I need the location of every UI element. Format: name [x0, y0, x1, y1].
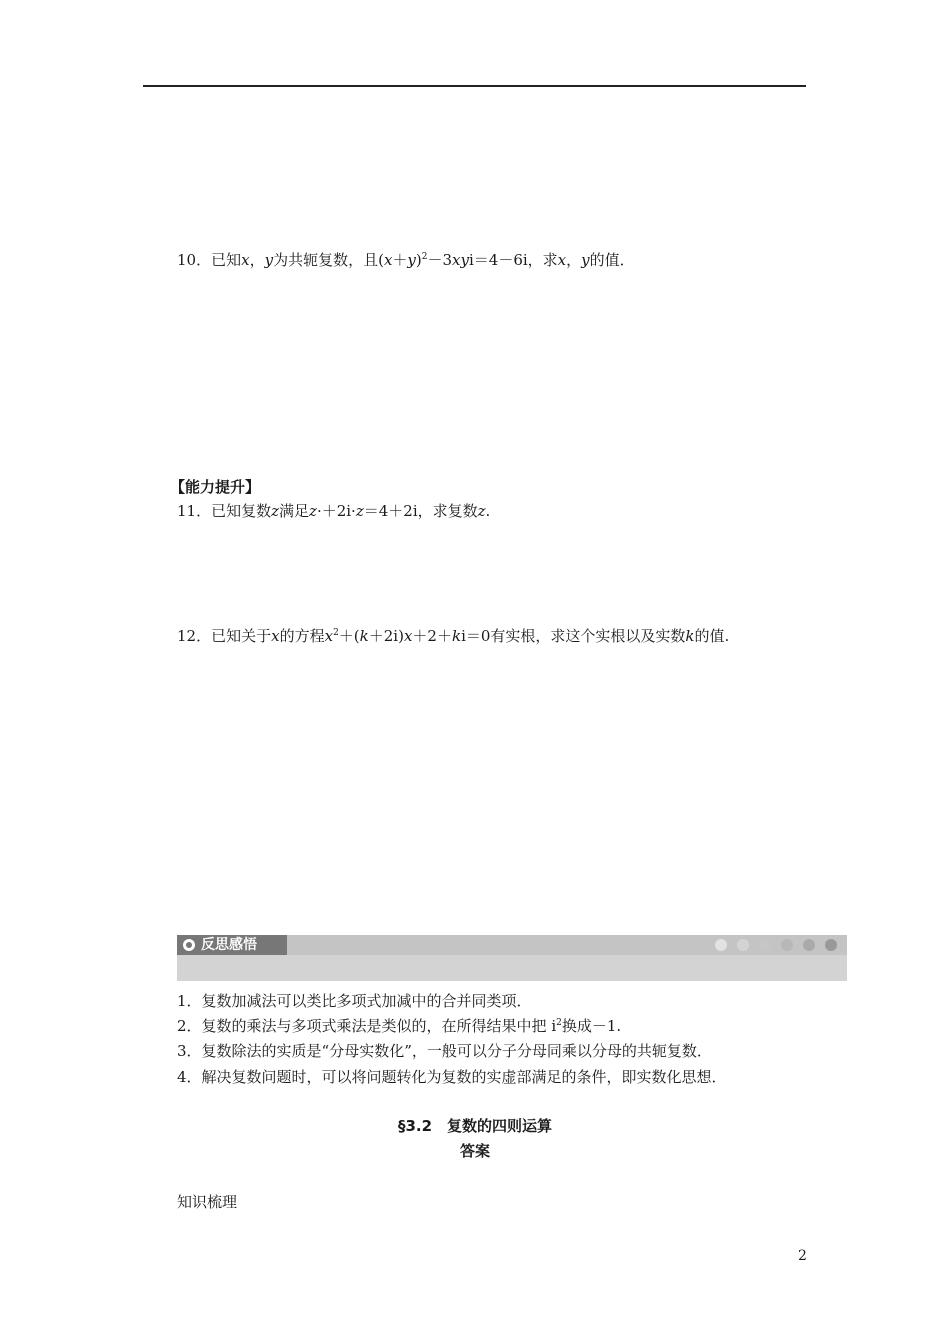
question-12: 12．已知关于x的方程$x^2+(k+2i)x+2+ki=0$有实根，求这个实根以及实数k的值. — [177, 627, 730, 645]
question-11: 11．已知复数z满足z·＋2i·z＝4＋2i，求复数z. — [177, 502, 491, 520]
reflection-item: 1．复数加减法可以类比多项式加减中的合并同类项． — [177, 992, 532, 1010]
reflection-banner — [177, 935, 847, 981]
reflection-item: 3．复数除法的实质是“分母实数化”，一般可以分子分母同乘以分母的共轭复数． — [177, 1042, 712, 1060]
decorative-dots — [715, 939, 837, 951]
reflection-item: 2．复数的乘法与多项式乘法是类似的，在所得结果中把 $i^2$换成－1. — [177, 1017, 622, 1035]
dot-icon — [781, 939, 793, 951]
answer-heading: §3.2 复数的四则运算 — [397, 1117, 553, 1135]
dot-icon — [825, 939, 837, 951]
knowledge-label: 知识梳理 — [177, 1193, 238, 1211]
target-circle-icon — [183, 939, 195, 951]
page-number: 2 — [798, 1248, 807, 1264]
reflection-title: 反思感悟 — [201, 937, 257, 953]
answer-subheading: 答案 — [459, 1142, 490, 1160]
section-heading-ability: 【能力提升】 — [170, 478, 261, 496]
dot-icon — [737, 939, 749, 951]
header-rule — [143, 85, 806, 87]
reflection-item: 4．解决复数问题时，可以将问题转化为复数的实虚部满足的条件，即实数化思想． — [177, 1068, 727, 1086]
dot-icon — [803, 939, 815, 951]
dot-icon — [715, 939, 727, 951]
dot-icon — [759, 939, 771, 951]
reflection-banner-strip — [177, 935, 847, 955]
question-10: 10．已知x，y为共轭复数，且$(x+y)^2-3xyi=4-6i$，求x，y的值． — [177, 251, 635, 269]
reflection-tab — [177, 935, 287, 955]
